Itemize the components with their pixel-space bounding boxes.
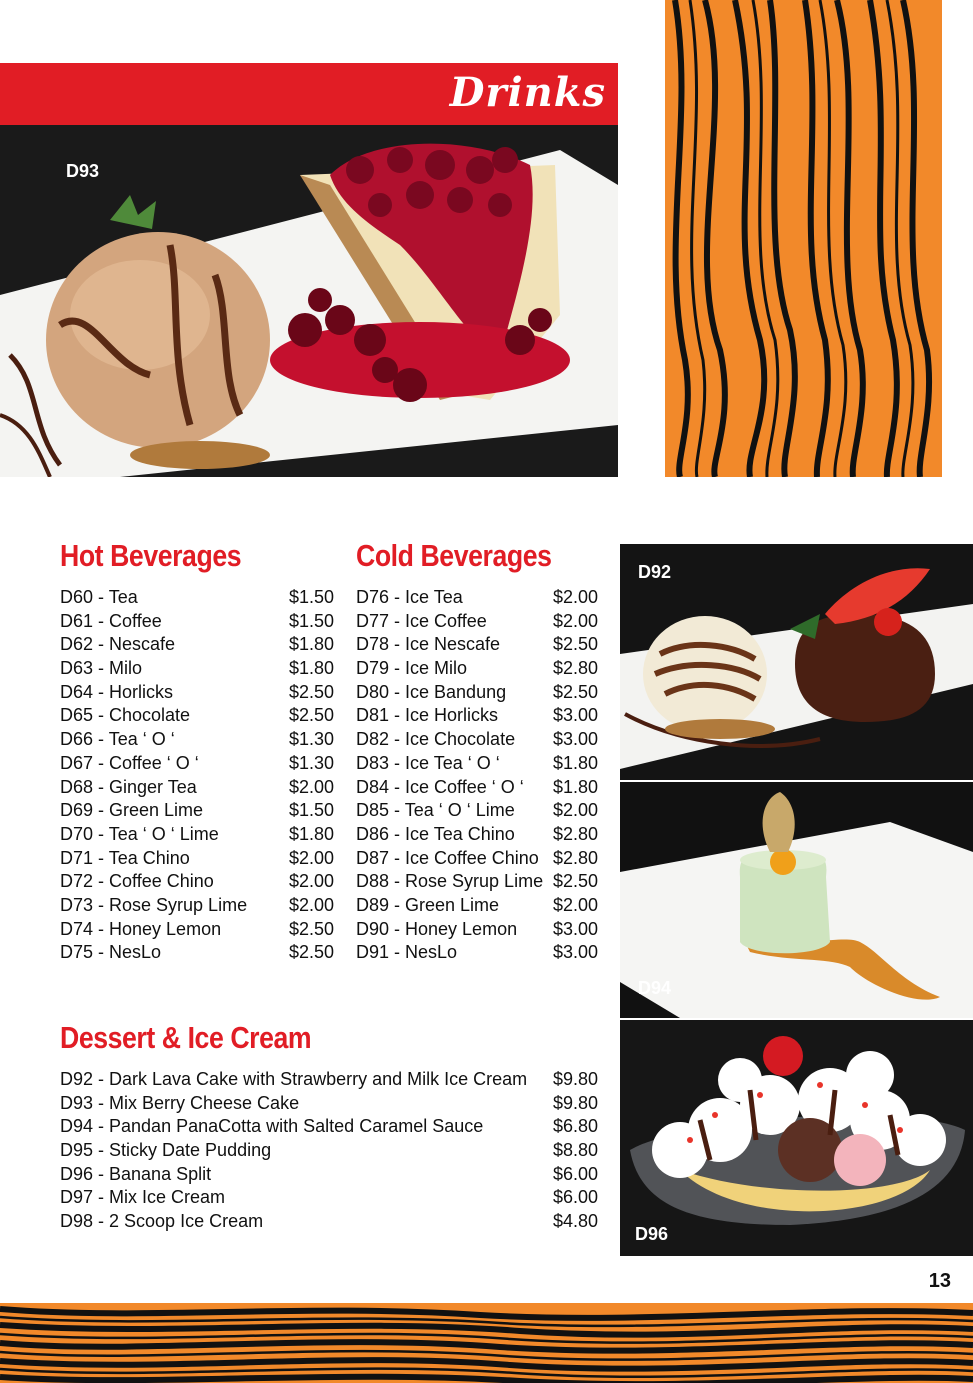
item-price: $1.80 <box>552 752 598 773</box>
item-price: $3.00 <box>552 705 598 726</box>
item-price: $9.80 <box>552 1092 598 1113</box>
item-name: D90 - Honey Lemon <box>356 918 518 939</box>
item-price: $2.00 <box>552 894 598 915</box>
item-price: $3.00 <box>552 918 598 939</box>
photo-code-d92: D92 <box>638 562 672 582</box>
item-name: D93 - Mix Berry Cheese Cake <box>60 1092 300 1113</box>
item-price: $1.80 <box>288 658 334 679</box>
menu-item <box>60 610 334 634</box>
menu-item <box>356 823 598 847</box>
item-price: $1.30 <box>288 752 334 773</box>
item-name: D66 - Tea ‘ O ‘ <box>60 729 175 750</box>
item-price: $6.80 <box>552 1116 598 1137</box>
menu-item <box>356 752 598 776</box>
menu-item <box>356 586 598 610</box>
hot-beverages-list <box>60 586 334 965</box>
item-price: $2.00 <box>552 587 598 607</box>
item-price: $2.50 <box>288 918 334 939</box>
photo-code-d96: D96 <box>635 1224 669 1244</box>
menu-item <box>60 823 334 847</box>
item-name: D62 - Nescafe <box>60 634 176 655</box>
item-name: D79 - Ice Milo <box>356 658 468 679</box>
menu-item <box>60 1210 598 1234</box>
item-price: $6.00 <box>552 1187 598 1208</box>
menu-item <box>60 799 334 823</box>
banana-split-illustration <box>620 1020 973 1256</box>
menu-item <box>356 776 598 800</box>
tiger-stripes-horizontal <box>0 1303 973 1383</box>
item-name: D83 - Ice Tea ‘ O ‘ <box>356 752 500 773</box>
item-price: $3.00 <box>552 942 598 963</box>
item-name: D60 - Tea <box>60 587 138 607</box>
menu-item <box>60 1186 598 1210</box>
item-name: D76 - Ice Tea <box>356 587 463 607</box>
photo-code-d94: D94 <box>638 978 672 998</box>
menu-item <box>356 941 598 965</box>
item-name: D91 - NesLo <box>356 942 458 963</box>
cold-beverages-heading: Cold Beverages <box>356 538 552 573</box>
header-banner <box>0 63 618 125</box>
tiger-pattern-panel <box>665 0 942 477</box>
item-name: D89 - Green Lime <box>356 894 500 915</box>
item-price: $2.50 <box>552 634 598 655</box>
item-name: D65 - Chocolate <box>60 705 191 726</box>
menu-item <box>60 728 334 752</box>
item-price: $1.80 <box>288 823 334 844</box>
panacotta-illustration <box>620 782 973 1018</box>
item-price: $2.00 <box>552 800 598 821</box>
photo-banana-split <box>620 1020 973 1256</box>
item-price: $2.50 <box>288 942 334 963</box>
tiger-stripes-vertical <box>665 0 942 477</box>
item-price: $2.80 <box>552 658 598 679</box>
item-name: D88 - Rose Syrup Lime <box>356 871 544 892</box>
item-price: $2.50 <box>552 871 598 892</box>
item-price: $1.80 <box>288 634 334 655</box>
item-name: D67 - Coffee ‘ O ‘ <box>60 752 199 773</box>
menu-item <box>60 941 334 965</box>
menu-item <box>60 894 334 918</box>
page-number: 13 <box>928 1270 951 1292</box>
item-price: $2.00 <box>288 894 334 915</box>
item-price: $1.50 <box>288 587 334 607</box>
menu-item <box>356 657 598 681</box>
menu-item <box>356 704 598 728</box>
menu-item <box>60 1115 598 1139</box>
item-name: D71 - Tea Chino <box>60 847 190 868</box>
menu-item <box>60 586 334 610</box>
item-price: $4.80 <box>552 1211 598 1232</box>
item-name: D92 - Dark Lava Cake with Strawberry and Milk Ice Cream <box>60 1069 528 1089</box>
menu-item <box>356 847 598 871</box>
item-name: D63 - Milo <box>60 658 143 679</box>
photo-lava-cake <box>620 544 973 780</box>
item-price: $2.00 <box>288 847 334 868</box>
item-price: $1.80 <box>552 776 598 797</box>
item-name: D86 - Ice Tea Chino <box>356 823 515 844</box>
menu-item <box>356 894 598 918</box>
item-name: D94 - Pandan PanaCotta with Salted Caramel Sauce <box>60 1116 484 1137</box>
menu-item <box>60 633 334 657</box>
cold-beverages-list <box>356 586 598 965</box>
dessert-list <box>60 1068 598 1234</box>
menu-item <box>60 1092 598 1116</box>
hot-beverages-heading: Hot Beverages <box>60 538 242 573</box>
item-price: $2.00 <box>288 871 334 892</box>
item-price: $8.80 <box>552 1140 598 1161</box>
item-price: $2.50 <box>288 705 334 726</box>
menu-item <box>60 681 334 705</box>
lava-cake-illustration <box>620 544 973 780</box>
menu-item <box>60 776 334 800</box>
item-name: D73 - Rose Syrup Lime <box>60 894 248 915</box>
item-name: D61 - Coffee <box>60 610 162 631</box>
item-name: D68 - Ginger Tea <box>60 776 197 797</box>
photo-cheesecake <box>0 125 618 477</box>
item-name: D85 - Tea ‘ O ‘ Lime <box>356 800 515 821</box>
menu-item <box>60 1163 598 1187</box>
item-price: $9.80 <box>552 1069 598 1089</box>
item-name: D70 - Tea ‘ O ‘ Lime <box>60 823 219 844</box>
item-name: D87 - Ice Coffee Chino <box>356 847 539 868</box>
item-price: $1.50 <box>288 610 334 631</box>
banner-title: Drinks <box>449 69 606 116</box>
menu-item <box>60 657 334 681</box>
item-price: $2.50 <box>288 681 334 702</box>
menu-item <box>60 704 334 728</box>
item-name: D95 - Sticky Date Pudding <box>60 1140 272 1161</box>
item-name: D77 - Ice Coffee <box>356 610 487 631</box>
item-name: D84 - Ice Coffee ‘ O ‘ <box>356 776 524 797</box>
item-name: D72 - Coffee Chino <box>60 871 214 892</box>
item-name: D74 - Honey Lemon <box>60 918 222 939</box>
item-price: $2.00 <box>552 610 598 631</box>
item-name: D80 - Ice Bandung <box>356 681 507 702</box>
item-price: $3.00 <box>552 729 598 750</box>
item-price: $1.50 <box>288 800 334 821</box>
menu-item <box>60 752 334 776</box>
menu-item <box>356 728 598 752</box>
item-name: D98 - 2 Scoop Ice Cream <box>60 1211 264 1232</box>
menu-item <box>356 610 598 634</box>
dessert-heading: Dessert & Ice Cream <box>60 1020 312 1055</box>
item-price: $2.80 <box>552 823 598 844</box>
menu-item <box>60 1068 598 1092</box>
item-name: D69 - Green Lime <box>60 800 204 821</box>
menu-item <box>356 870 598 894</box>
menu-item <box>356 633 598 657</box>
item-name: D64 - Horlicks <box>60 681 174 702</box>
photo-code-d93: D93 <box>66 161 100 181</box>
item-name: D96 - Banana Split <box>60 1163 212 1184</box>
item-name: D78 - Ice Nescafe <box>356 634 501 655</box>
item-name: D75 - NesLo <box>60 942 162 963</box>
item-price: $2.00 <box>288 776 334 797</box>
menu-item <box>60 847 334 871</box>
item-name: D97 - Mix Ice Cream <box>60 1187 226 1208</box>
menu-item <box>60 870 334 894</box>
menu-item <box>356 681 598 705</box>
item-name: D81 - Ice Horlicks <box>356 705 499 726</box>
menu-item <box>60 1139 598 1163</box>
tiger-pattern-band <box>0 1303 973 1383</box>
menu-item <box>60 918 334 942</box>
menu-item <box>356 918 598 942</box>
menu-item <box>356 799 598 823</box>
item-price: $6.00 <box>552 1163 598 1184</box>
item-price: $2.80 <box>552 847 598 868</box>
item-price: $1.30 <box>288 729 334 750</box>
photo-panacotta <box>620 782 973 1018</box>
item-price: $2.50 <box>552 681 598 702</box>
item-name: D82 - Ice Chocolate <box>356 729 516 750</box>
